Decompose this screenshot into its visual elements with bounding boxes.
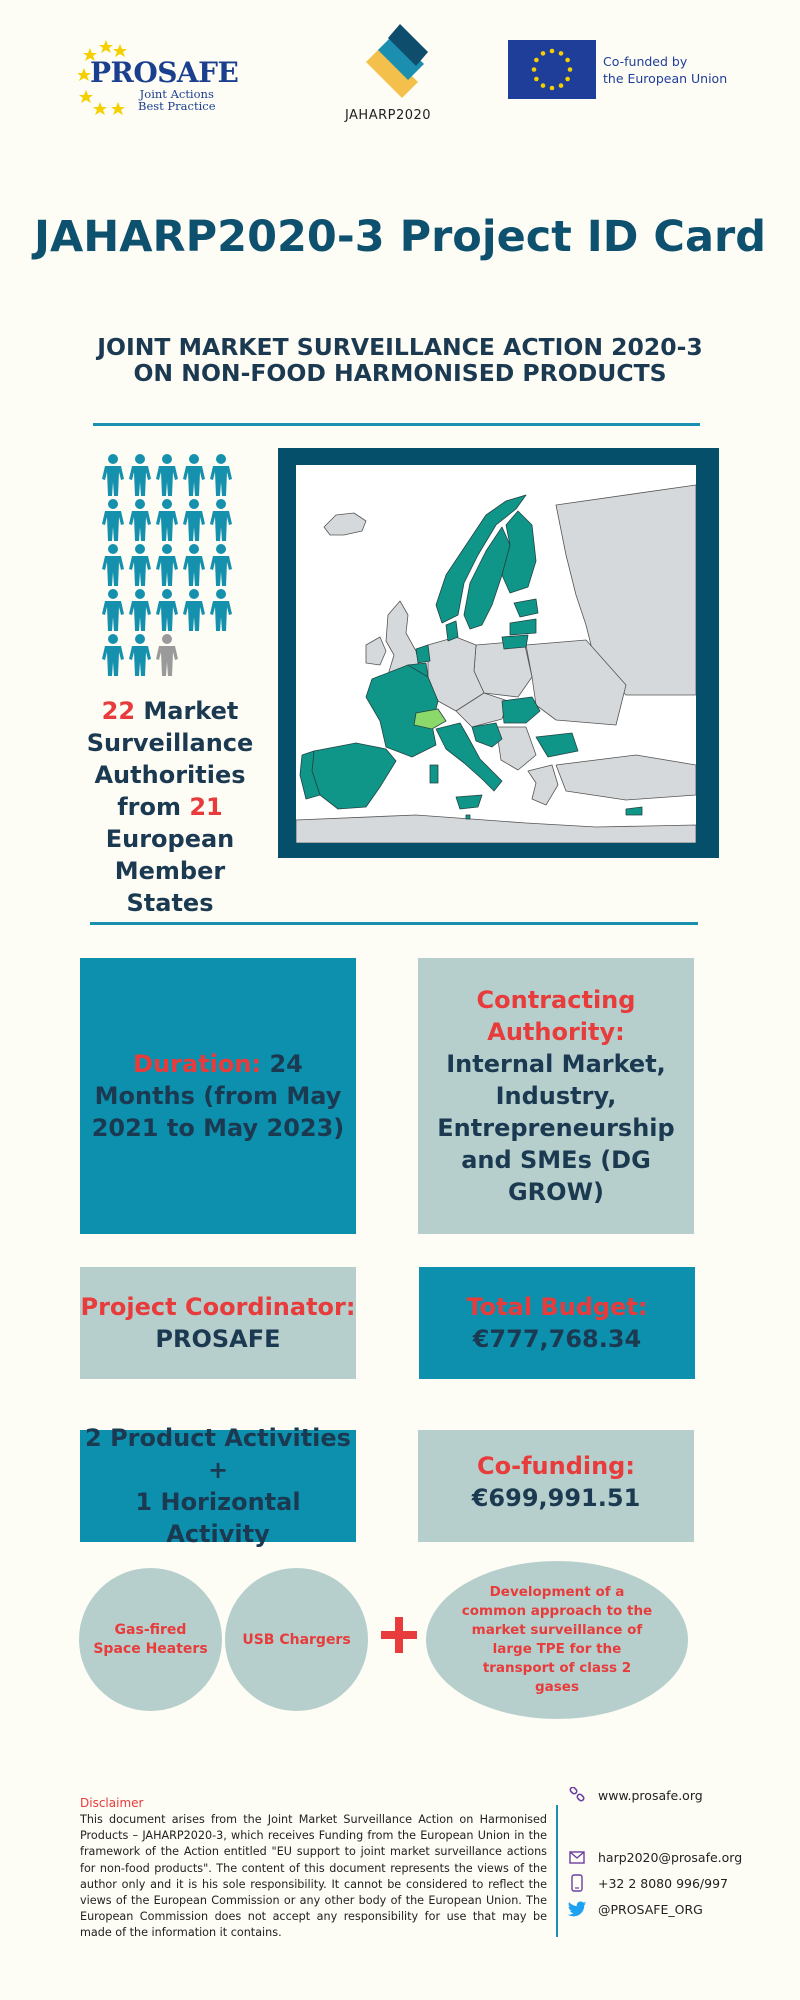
divider xyxy=(93,423,700,426)
prosafe-wordmark: PROSAFE xyxy=(90,56,239,89)
person-icon xyxy=(129,634,151,676)
link-icon xyxy=(566,1784,588,1806)
eu-cofunded-text: Co-funded by the European Union xyxy=(603,54,728,86)
duration-box xyxy=(80,958,356,1234)
authorities-count: 22 xyxy=(101,697,136,725)
contact-twitter[interactable]: @PROSAFE_ORG xyxy=(566,1898,756,1920)
activity-usb-chargers: USB Chargers xyxy=(225,1568,368,1711)
page-subtitle: JOINT MARKET SURVEILLANCE ACTION 2020-3 ON NON-FOOD HARMONISED PRODUCTS xyxy=(97,333,703,387)
contact-website[interactable]: www.prosafe.org xyxy=(566,1784,756,1806)
jaharp-logo xyxy=(338,20,438,125)
cofunding-box xyxy=(418,1430,694,1542)
eu-logo xyxy=(508,40,738,100)
prosafe-tagline: Joint Actions Best Practice xyxy=(138,87,216,113)
person-icon xyxy=(183,499,205,541)
person-icon xyxy=(156,589,178,631)
disclaimer-text: This document arises from the Joint Market Surveillance Action on Harmonised Products – JAHARP2020-3, which receives Funding from the European Union in the framework of the Action entitled "EU support to joint market surveillance actions for non-food products". The content of this document represents the views of the author only and it is his sole responsibility. It cannot be considered to reflect the views of the European Commission or any other body of the European Union. The European Commission does not accept any responsibility for use that may be made of the information it contains. xyxy=(80,1813,547,1940)
states-count: 21 xyxy=(189,793,223,821)
cofunding-value: €699,991.51 xyxy=(471,1484,641,1512)
budget-value: €777,768.34 xyxy=(472,1325,642,1353)
duration-label: Duration: xyxy=(133,1050,262,1078)
europe-map-graphic xyxy=(296,465,696,843)
contracting-value: Internal Market, Industry, Entrepreneurship and SMEs (DG GROW) xyxy=(437,1050,675,1206)
person-icon xyxy=(102,589,124,631)
contact-email[interactable]: harp2020@prosafe.org xyxy=(566,1846,756,1868)
person-icon xyxy=(102,499,124,541)
contracting-authority-box xyxy=(418,958,694,1234)
activities-box: 2 Product Activities + 1 Horizontal Activity xyxy=(80,1430,356,1542)
activity-gas-heaters: Gas-fired Space Heaters xyxy=(79,1568,222,1711)
person-icon xyxy=(129,499,151,541)
person-icon xyxy=(102,544,124,586)
phone-icon xyxy=(566,1872,588,1894)
jaharp-bars-icon xyxy=(338,20,438,108)
person-icon xyxy=(210,544,232,586)
cofunding-label: Co-funding: xyxy=(477,1452,635,1480)
person-icon xyxy=(156,499,178,541)
person-icon xyxy=(129,454,151,496)
europe-map xyxy=(278,448,719,858)
person-icon xyxy=(102,634,124,676)
coordinator-box xyxy=(80,1267,356,1379)
footer-divider xyxy=(556,1805,558,1937)
person-icon xyxy=(129,589,151,631)
people-icons xyxy=(100,454,240,680)
person-icon xyxy=(156,544,178,586)
coordinator-value: PROSAFE xyxy=(155,1325,281,1353)
plus-icon xyxy=(376,1612,422,1658)
budget-box xyxy=(419,1267,695,1379)
contact-phone[interactable]: +32 2 8080 996/997 xyxy=(566,1872,756,1894)
person-icon xyxy=(183,589,205,631)
contracting-label: Contracting Authority: xyxy=(476,986,636,1046)
budget-label: Total Budget: xyxy=(466,1293,648,1321)
twitter-icon xyxy=(566,1898,588,1920)
person-icon xyxy=(183,454,205,496)
person-icon xyxy=(183,544,205,586)
person-icon xyxy=(210,499,232,541)
person-icon xyxy=(102,454,124,496)
disclaimer-label: Disclaimer xyxy=(80,1796,144,1810)
person-icon xyxy=(129,544,151,586)
divider xyxy=(90,922,698,925)
person-icon xyxy=(210,454,232,496)
activity-horizontal: Development of a common approach to the market surveillance of large TPE for the transport of class 2 gases xyxy=(426,1561,688,1719)
page-title: JAHARP2020-3 Project ID Card xyxy=(34,212,766,262)
authorities-text: 22 Market Surveillance Authorities from 21 European Member States xyxy=(86,697,254,917)
duration-value: 24 Months (from May 2021 to May 2023) xyxy=(91,1050,345,1142)
person-icon xyxy=(156,454,178,496)
eu-flag-icon xyxy=(508,40,596,99)
coordinator-label: Project Coordinator: xyxy=(80,1293,356,1321)
email-icon xyxy=(566,1846,588,1868)
jaharp-label: JAHARP2020 xyxy=(344,108,432,123)
person-icon xyxy=(210,589,232,631)
person-icon xyxy=(156,634,178,676)
prosafe-logo xyxy=(78,38,239,118)
